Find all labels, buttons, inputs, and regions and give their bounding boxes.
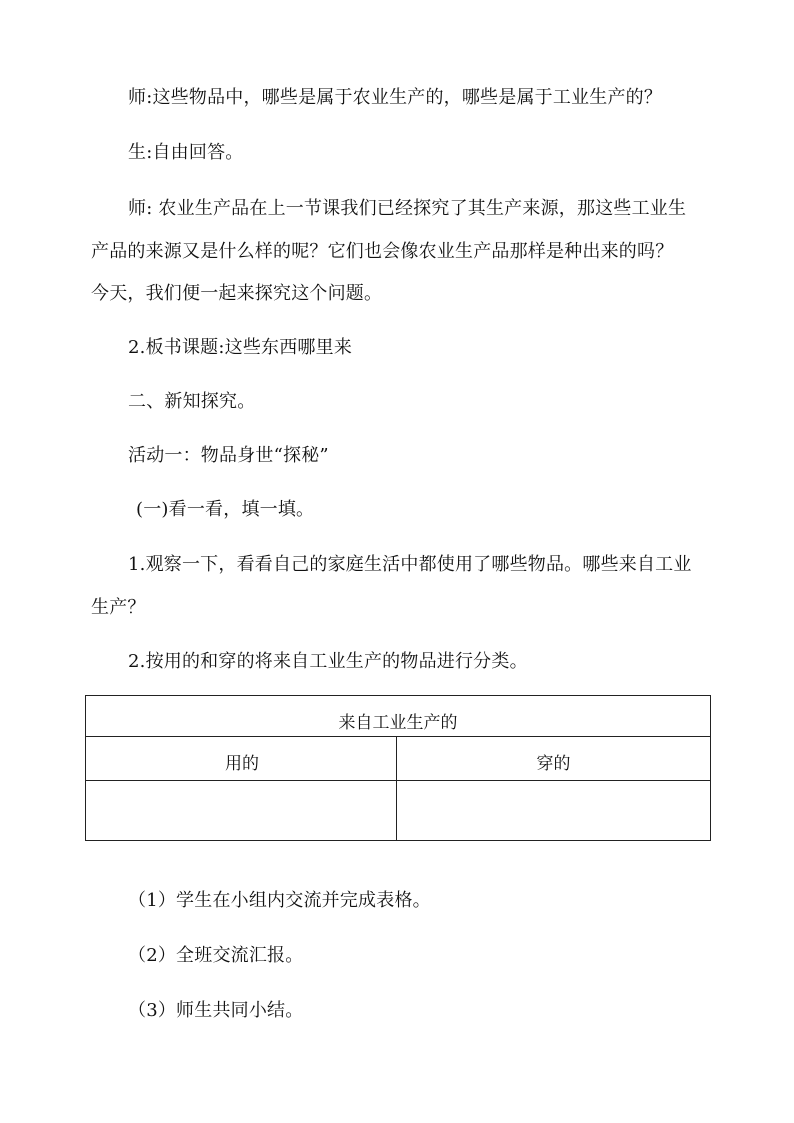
classification-table — [85, 695, 711, 841]
paragraph-teacher-intro-line1: 师: 农业生产品在上一节课我们已经探究了其生产来源，那这些工业生 — [128, 198, 687, 219]
table-header-use: 用的 — [86, 737, 397, 781]
table-header-wear: 穿的 — [397, 737, 711, 781]
table-row — [86, 781, 711, 841]
table-cell-wear[interactable] — [397, 781, 711, 841]
paragraph-teacher-question: 师:这些物品中，哪些是属于农业生产的，哪些是属于工业生产的？ — [128, 87, 663, 108]
paragraph-student-answer: 生:自由回答。 — [128, 142, 244, 163]
table-title-cell: 来自工业生产的 — [86, 696, 711, 737]
step-class-report: （2）全班交流汇报。 — [128, 945, 304, 966]
table-cell-use[interactable] — [86, 781, 397, 841]
activity-heading: 活动一：物品身世“探秘” — [128, 445, 329, 466]
paragraph-teacher-intro-line3: 今天，我们便一起来探究这个问题。 — [91, 283, 383, 304]
section-heading-new-knowledge: 二、新知探究。 — [128, 391, 256, 412]
task-observe-line2: 生产？ — [91, 597, 146, 618]
step-group-discussion: （1）学生在小组内交流并完成表格。 — [128, 890, 431, 911]
table-header-row — [86, 737, 711, 781]
task-observe-line1: 1.观察一下，看看自己的家庭生活中都使用了哪些物品。哪些来自工业 — [128, 554, 692, 575]
paragraph-teacher-intro-line2: 产品的来源又是什么样的呢？它们也会像农业生产品那样是种出来的吗？ — [91, 241, 674, 262]
table-title-row — [86, 696, 711, 737]
subsection-look-fill: (一)看一看，填一填。 — [136, 499, 315, 520]
paragraph-board-title: 2.板书课题:这些东西哪里来 — [128, 337, 353, 358]
step-summary: （3）师生共同小结。 — [128, 1000, 304, 1021]
task-classify: 2.按用的和穿的将来自工业生产的物品进行分类。 — [128, 651, 528, 672]
